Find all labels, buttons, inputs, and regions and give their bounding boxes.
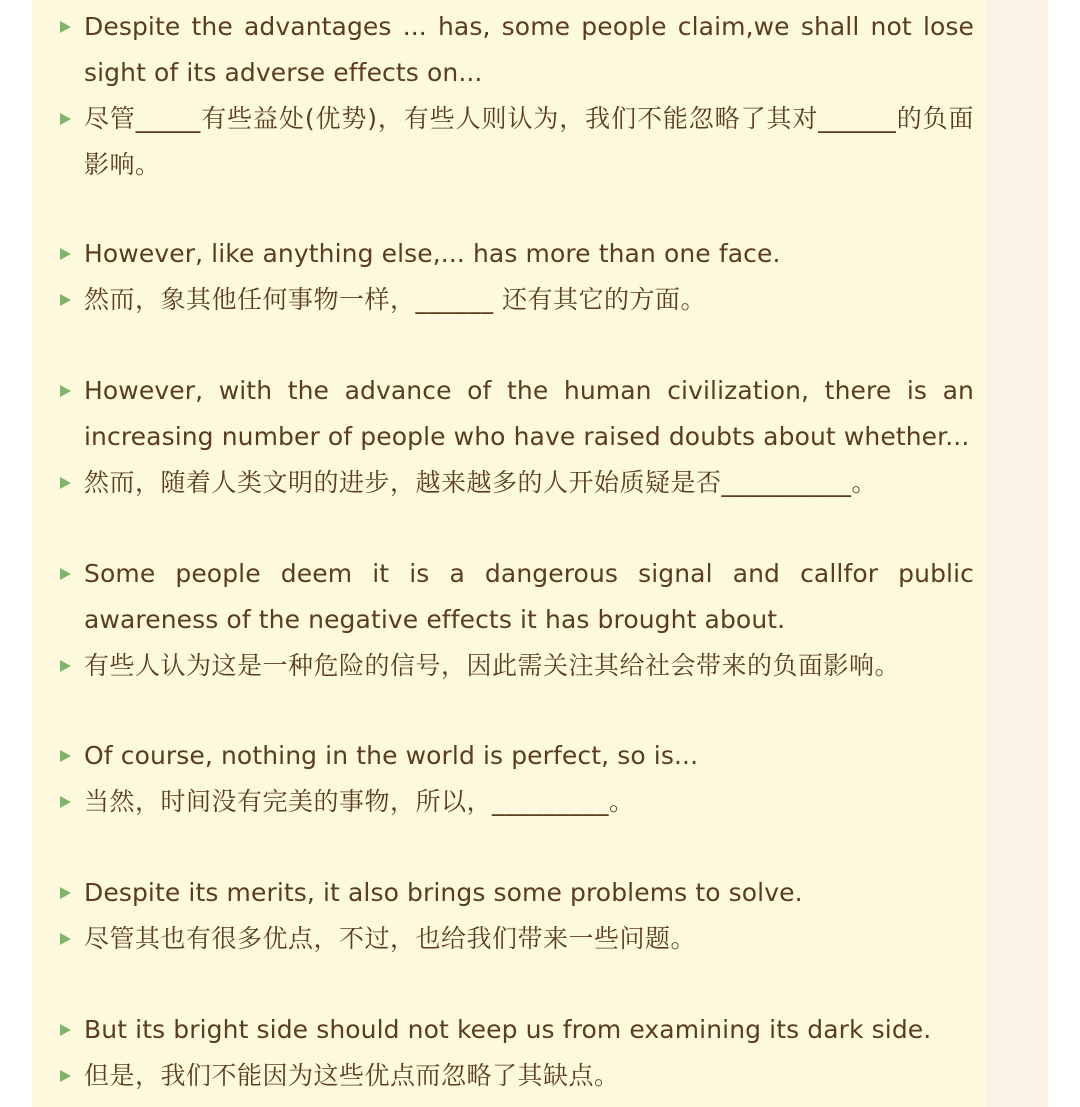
bullet-triangle-icon <box>60 933 71 945</box>
phrase-group <box>60 231 974 323</box>
english-phrase-text: Despite the advantages ... has, some people claim,we shall not lose sight of its adverse effects on... <box>84 12 974 87</box>
chinese-translation-text: 尽管其也有很多优点，不过，也给我们带来一些问题。 <box>84 924 697 953</box>
english-phrase <box>60 1007 974 1053</box>
bullet-triangle-icon <box>60 21 71 33</box>
chinese-translation <box>60 96 974 188</box>
chinese-translation <box>60 1053 974 1099</box>
bullet-triangle-icon <box>60 796 71 808</box>
chinese-translation <box>60 460 974 506</box>
english-phrase-text: But its bright side should not keep us from examining its dark side. <box>84 1015 932 1044</box>
chinese-translation-text: 当然，时间没有完美的事物，所以，_________。 <box>84 787 635 816</box>
bullet-triangle-icon <box>60 294 71 306</box>
chinese-translation <box>60 779 974 825</box>
english-phrase-text: Of course, nothing in the world is perfect, so is... <box>84 741 699 770</box>
bullet-triangle-icon <box>60 113 71 125</box>
bullet-triangle-icon <box>60 660 71 672</box>
english-phrase <box>60 231 974 277</box>
english-phrase <box>60 551 974 643</box>
english-phrase <box>60 870 974 916</box>
english-phrase <box>60 733 974 779</box>
chinese-translation-text: 但是，我们不能因为这些优点而忽略了其缺点。 <box>84 1061 620 1090</box>
phrase-group <box>60 368 974 506</box>
english-phrase-text: However, with the advance of the human civilization, there is an increasing number of people who have raised doubts about whether... <box>84 376 974 451</box>
phrase-panel <box>32 0 986 1107</box>
bullet-triangle-icon <box>60 887 71 899</box>
bullet-triangle-icon <box>60 385 71 397</box>
bullet-triangle-icon <box>60 568 71 580</box>
chinese-translation <box>60 277 974 323</box>
chinese-translation <box>60 643 974 689</box>
bullet-triangle-icon <box>60 1070 71 1082</box>
phrase-group <box>60 4 974 188</box>
chinese-translation-text: 尽管_____有些益处(优势)，有些人则认为，我们不能忽略了其对______的负面影响。 <box>84 104 974 179</box>
english-phrase-text: Some people deem it is a dangerous signal and callfor public awareness of the negative effects it has brought about. <box>84 559 974 634</box>
phrase-group <box>60 1007 974 1099</box>
chinese-translation-text: 有些人认为这是一种危险的信号，因此需关注其给社会带来的负面影响。 <box>84 651 901 680</box>
phrase-group <box>60 733 974 825</box>
bullet-triangle-icon <box>60 750 71 762</box>
english-phrase <box>60 368 974 460</box>
english-phrase <box>60 4 974 96</box>
chinese-translation <box>60 916 974 962</box>
english-phrase-text: Despite its merits, it also brings some problems to solve. <box>84 878 803 907</box>
english-phrase-text: However, like anything else,... has more than one face. <box>84 239 781 268</box>
phrase-group <box>60 870 974 962</box>
phrase-group <box>60 551 974 689</box>
bullet-triangle-icon <box>60 477 71 489</box>
chinese-translation-text: 然而，象其他任何事物一样，______ 还有其它的方面。 <box>84 285 706 314</box>
chinese-translation-text: 然而，随着人类文明的进步，越来越多的人开始质疑是否__________。 <box>84 468 878 497</box>
bullet-triangle-icon <box>60 1024 71 1036</box>
bullet-triangle-icon <box>60 248 71 260</box>
